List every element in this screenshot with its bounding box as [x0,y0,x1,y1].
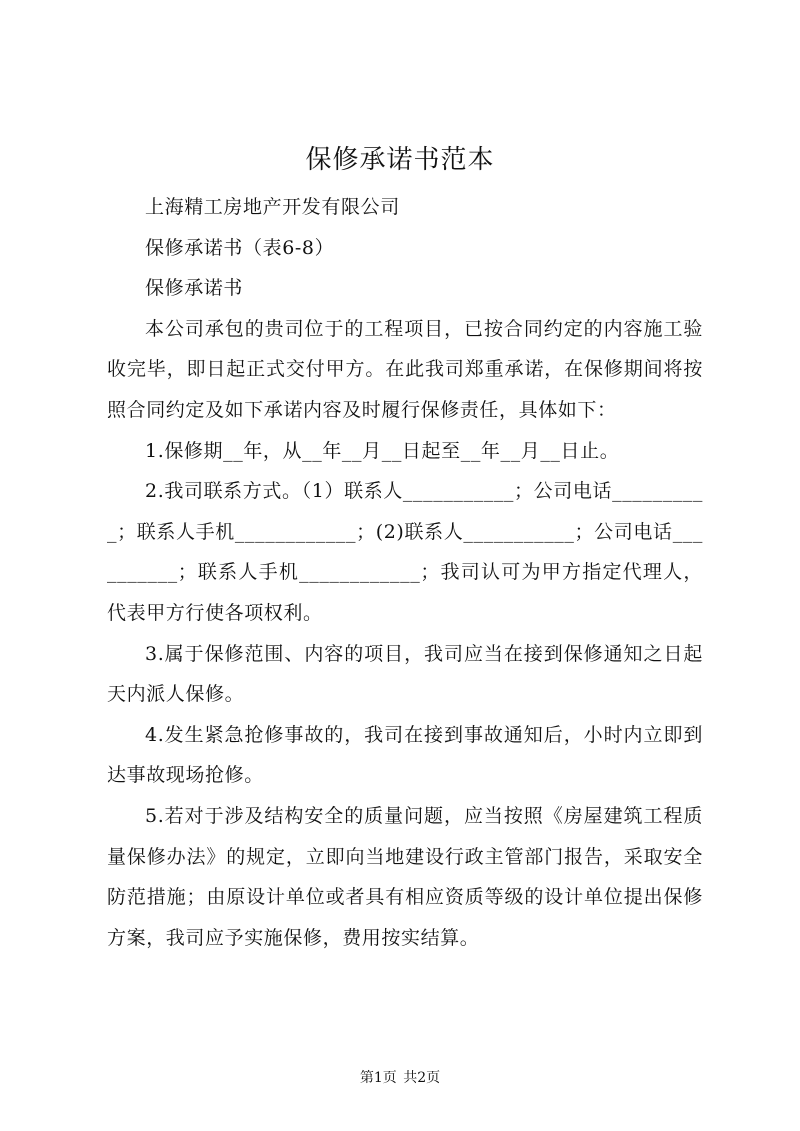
clause-4-emergency-repair: 4.发生紧急抢修事故的，我司在接到事故通知后，小时内立即到达事故现场抢修。 [107,723,703,787]
company-name: 上海精工房地产开发有限公司 [145,196,400,218]
document-title: 保修承诺书范本 [305,145,495,175]
page-total: 共2页 [403,1070,441,1086]
form-reference: 保修承诺书（表6-8） [145,236,335,259]
clause-1-warranty-period: 1.保修期__年，从__年__月__日起至__年__月__日止。 [145,439,620,462]
section-heading: 保修承诺书 [145,277,244,300]
clause-2-contact-info: 2.我司联系方式。（1）联系人___________；公司电话__________；联系人手机____________；(2)联系人___________；公司电话__________；联系人手机____________；我司认可为甲方指定代理人，代表甲方行使各项权利。 [107,480,703,624]
page-footer [0,1068,800,1088]
intro-paragraph: 本公司承包的贵司位于的工程项目，已按合同约定的内容施工验收完毕，即日起正式交付甲方。在此我司郑重承诺，在保修期间将按照合同约定及如下承诺内容及时履行保修责任，具体如下： [107,317,703,421]
document-body [107,187,703,958]
page-number: 第1页 [359,1070,397,1086]
clause-3-repair-response: 3.属于保修范围、内容的项目，我司应当在接到保修通知之日起天内派人保修。 [107,642,703,706]
clause-5-structural-safety: 5.若对于涉及结构安全的质量问题，应当按照《房屋建筑工程质量保修办法》的规定，立即向当地建设行政主管部门报告，采取安全防范措施；由原设计单位或者具有相应资质等级的设计单位提出保修方案，我司应予实施保修，费用按实结算。 [107,804,703,949]
